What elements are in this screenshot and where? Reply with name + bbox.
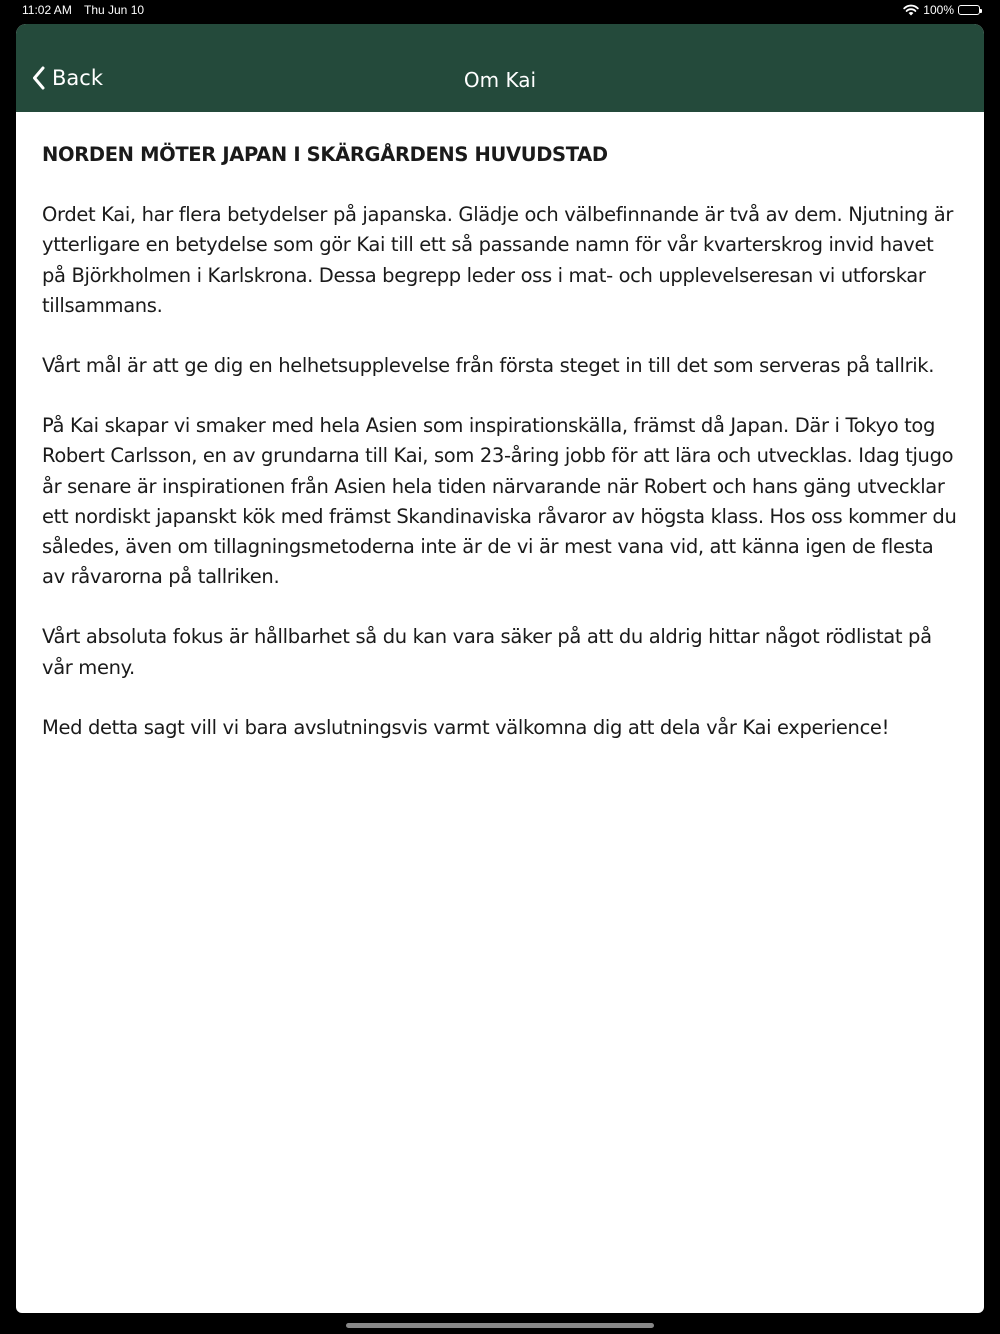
battery-percentage: 100%: [923, 3, 954, 17]
status-bar: [0, 0, 1000, 22]
page-title: Om Kai: [463, 68, 537, 92]
battery-icon: [958, 5, 980, 15]
wifi-icon: [903, 4, 919, 16]
article-paragraph: Vårt absoluta fokus är hållbarhet så du kan vara säker på att du aldrig hittar något rödlistat på vår meny.: [42, 625, 932, 679]
status-date: Thu Jun 10: [84, 3, 145, 17]
modal-sheet: [16, 24, 984, 1313]
navigation-bar: [16, 24, 984, 112]
article-paragraph: Vårt mål är att ge dig en helhetsupplevelse från första steget in till det som serveras på tallrik.: [42, 354, 935, 378]
back-button-label: Back: [52, 66, 103, 90]
article-heading: NORDEN MÖTER JAPAN I SKÄRGÅRDENS HUVUDSTAD: [42, 143, 608, 166]
status-time: 11:02 AM: [22, 3, 72, 17]
article-paragraph: Med detta sagt vill vi bara avslutningsvis varmt välkomna dig att dela vår Kai experience!: [42, 715, 890, 739]
article-content: [16, 112, 984, 743]
status-indicators: [903, 3, 980, 17]
article-paragraph: På Kai skapar vi smaker med hela Asien som inspirationskälla, främst då Japan. Där i Tokyo tog Robert Carlsson, en av grundarna till Kai, som 23-åring jobb för att lära och utvecklas. Idag tjugo år senare är inspirationen från Asien hela tiden närvarande när Robert och hans gäng utvecklar ett nordiskt japanskt kök med främst Skandinaviska råvaror av högsta klass. Hos oss kommer du således, även om tillagningsmetoderna inte är de vi är mest vana vid, att känna igen de flesta av råvarorna på tallriken.: [42, 414, 957, 589]
home-indicator[interactable]: [346, 1323, 654, 1328]
article-paragraph: Ordet Kai, har flera betydelser på japanska. Glädje och välbefinnande är två av dem. Njutning är ytterligare en betydelse som gör Kai till ett så passande namn för vår kvarterskrog invid havet på Björkholmen i Karlskrona. Dessa begrepp leder oss i mat- och upplevelseresan vi utforskar tillsammans.: [42, 203, 954, 317]
